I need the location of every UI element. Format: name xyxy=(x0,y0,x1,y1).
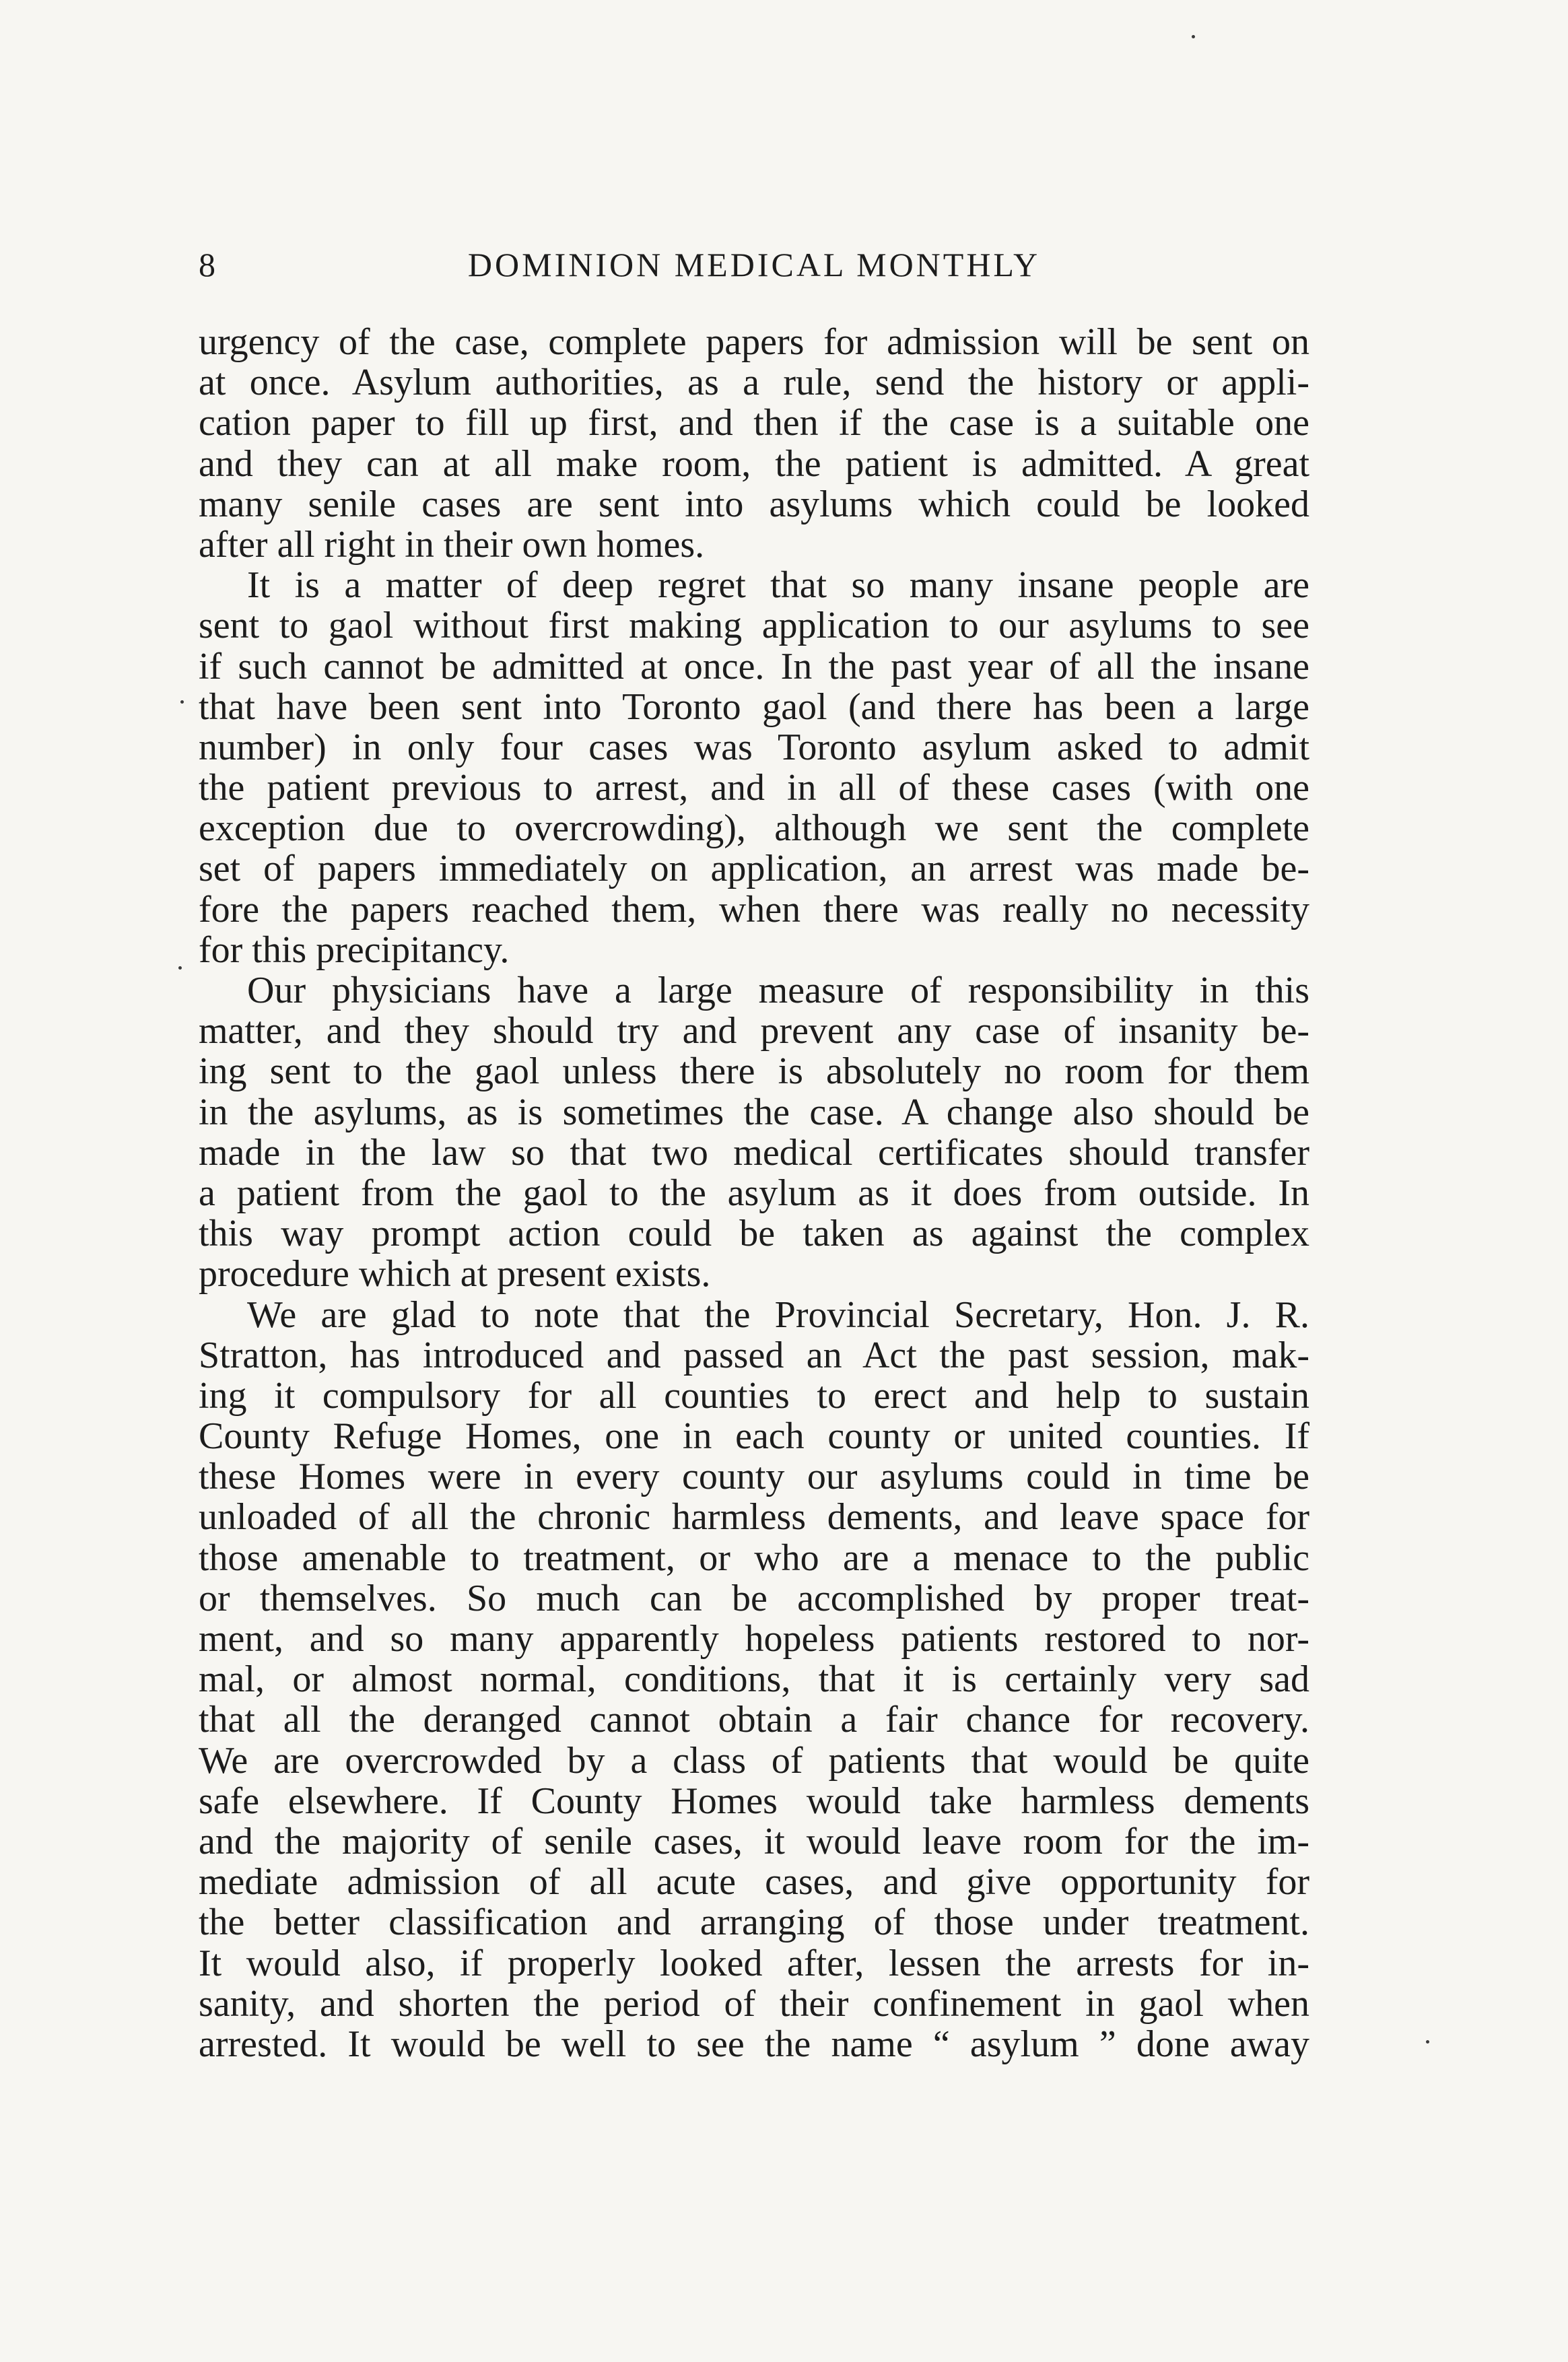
text-line: exception due to overcrowding), although we sent the complete xyxy=(199,807,1309,850)
text-line: cation paper to fill up first, and then if the case is a suitable one xyxy=(199,402,1309,444)
text-line: for this precipitancy. xyxy=(199,929,510,971)
text-line: mediate admission of all acute cases, and give opportunity for xyxy=(199,1861,1309,1903)
page-number: 8 xyxy=(199,246,215,283)
text-line: safe elsewhere. If County Homes would take harmless dements xyxy=(199,1780,1309,1822)
text-line: made in the law so that two medical certificates should transfer xyxy=(199,1131,1309,1174)
text-line: a patient from the gaol to the asylum as it does from outside. In xyxy=(199,1172,1309,1214)
scan-speck xyxy=(178,966,182,970)
text-line: It would also, if properly looked after, lessen the arrests for in- xyxy=(199,1942,1309,1984)
text-line: that all the deranged cannot obtain a fair chance for recovery. xyxy=(199,1699,1309,1741)
text-line: set of papers immediately on application, an arrest was made be- xyxy=(199,848,1309,890)
text-line: ing it compulsory for all counties to erect and help to sustain xyxy=(199,1374,1309,1417)
text-line: many senile cases are sent into asylums which could be looked xyxy=(199,483,1309,525)
text-line: Stratton, has introduced and passed an Act the past session, mak- xyxy=(199,1334,1309,1376)
text-line: County Refuge Homes, one in each county or united counties. If xyxy=(199,1415,1309,1458)
text-line: this way prompt action could be taken as against the complex xyxy=(199,1213,1309,1255)
running-title: DOMINION MEDICAL MONTHLY xyxy=(467,246,1041,283)
text-line: We are glad to note that the Provincial Secretary, Hon. J. R. xyxy=(247,1293,1309,1336)
text-line: It is a matter of deep regret that so many insane people are xyxy=(247,564,1309,607)
text-line: or themselves. So much can be accomplished by proper treat- xyxy=(199,1577,1309,1619)
text-line: these Homes were in every county our asylums could in time be xyxy=(199,1456,1309,1498)
text-line: those amenable to treatment, or who are a menace to the public xyxy=(199,1537,1309,1579)
article-body xyxy=(199,322,1309,2064)
scan-speck xyxy=(1426,2040,1429,2044)
text-line: unloaded of all the chronic harmless dements, and leave space for xyxy=(199,1496,1309,1539)
text-line: Our physicians have a large measure of responsibility in this xyxy=(247,970,1309,1011)
text-line: the patient previous to arrest, and in all of these cases (with one xyxy=(199,767,1309,809)
text-line: in the asylums, as is sometimes the case. A change also should be xyxy=(199,1091,1309,1133)
text-line: fore the papers reached them, when there was really no necessity xyxy=(199,888,1309,931)
text-line: ing sent to the gaol unless there is absolutely no room for them xyxy=(199,1050,1309,1093)
text-line: and they can at all make room, the patient is admitted. A great xyxy=(199,442,1309,485)
text-line: at once. Asylum authorities, as a rule, send the history or appli- xyxy=(199,362,1309,404)
page-header xyxy=(199,241,1309,288)
text-line: procedure which at present exists. xyxy=(199,1253,711,1295)
text-line: matter, and they should try and prevent any case of insanity be- xyxy=(199,1010,1309,1052)
text-line: sent to gaol without first making application to our asylums to see xyxy=(199,605,1309,647)
scan-speck xyxy=(180,700,184,704)
text-line: after all right in their own homes. xyxy=(199,523,705,566)
text-line: urgency of the case, complete papers for admission will be sent on xyxy=(199,321,1309,363)
scan-speck xyxy=(1192,35,1195,38)
text-line: arrested. It would be well to see the name “ asylum ” done away xyxy=(199,2023,1309,2065)
text-line: mal, or almost normal, conditions, that it is certainly very sad xyxy=(199,1658,1309,1701)
text-line: sanity, and shorten the period of their confinement in gaol when xyxy=(199,1982,1309,2025)
text-line: We are overcrowded by a class of patients that would be quite xyxy=(199,1739,1309,1782)
text-line: if such cannot be admitted at once. In the past year of all the insane xyxy=(199,645,1309,687)
text-line: the better classification and arranging of those under treatment. xyxy=(199,1901,1309,1944)
text-line: number) in only four cases was Toronto asylum asked to admit xyxy=(199,726,1309,768)
text-line: that have been sent into Toronto gaol (and there has been a large xyxy=(199,685,1309,728)
text-line: ment, and so many apparently hopeless patients restored to nor- xyxy=(199,1618,1309,1660)
text-line: and the majority of senile cases, it would leave room for the im- xyxy=(199,1820,1309,1862)
